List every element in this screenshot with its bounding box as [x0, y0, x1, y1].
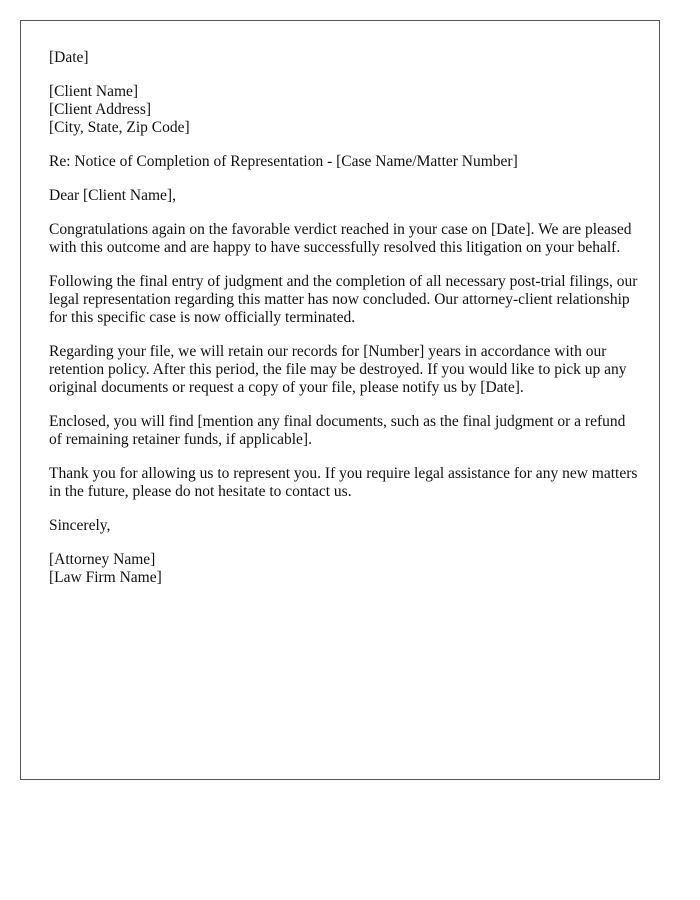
- letter-body: [49, 49, 639, 603]
- subject-line: [49, 153, 639, 171]
- law-firm-name: [Law Firm Name]: [49, 569, 162, 586]
- letter-closing: Sincerely,: [49, 517, 111, 534]
- letter-date: [Date]: [49, 49, 89, 66]
- paragraph-verdict: Congratulations again on the favorable verdict reached in your case on [Date]. We are pleased with this outcome and are happy to have successfully resolved this litigation on your behalf.: [49, 221, 632, 256]
- recipient-address: [Client Address]: [49, 101, 152, 118]
- paragraph-file-retention: Regarding your file, we will retain our records for [Number] years in accordance with our retention policy. After this period, the file may be destroyed. If you would like to pick up any original documents or request a copy of your file, please notify us by [Date].: [49, 343, 627, 396]
- attorney-name: [Attorney Name]: [49, 551, 156, 568]
- salutation-line: [49, 187, 639, 205]
- signature-block: [49, 551, 639, 587]
- letter-page: [20, 20, 660, 780]
- paragraph-representation-concluded: Following the final entry of judgment and the completion of all necessary post-trial filings, our legal representation regarding this matter has now concluded. Our attorney-client relationship for this specific case is now officially terminated.: [49, 273, 638, 326]
- letter-salutation: Dear [Client Name],: [49, 187, 176, 204]
- letter-subject: Re: Notice of Completion of Representation - [Case Name/Matter Number]: [49, 153, 518, 170]
- paragraph-thank-you: Thank you for allowing us to represent you. If you require legal assistance for any new matters in the future, please do not hesitate to contact us.: [49, 465, 638, 500]
- recipient-address-block: [49, 83, 639, 137]
- recipient-city-state-zip: [City, State, Zip Code]: [49, 119, 190, 136]
- date-line: [49, 49, 639, 67]
- paragraph-enclosures: Enclosed, you will find [mention any final documents, such as the final judgment or a refund of remaining retainer funds, if applicable].: [49, 413, 626, 448]
- closing-line: [49, 517, 639, 535]
- recipient-name: [Client Name]: [49, 83, 139, 100]
